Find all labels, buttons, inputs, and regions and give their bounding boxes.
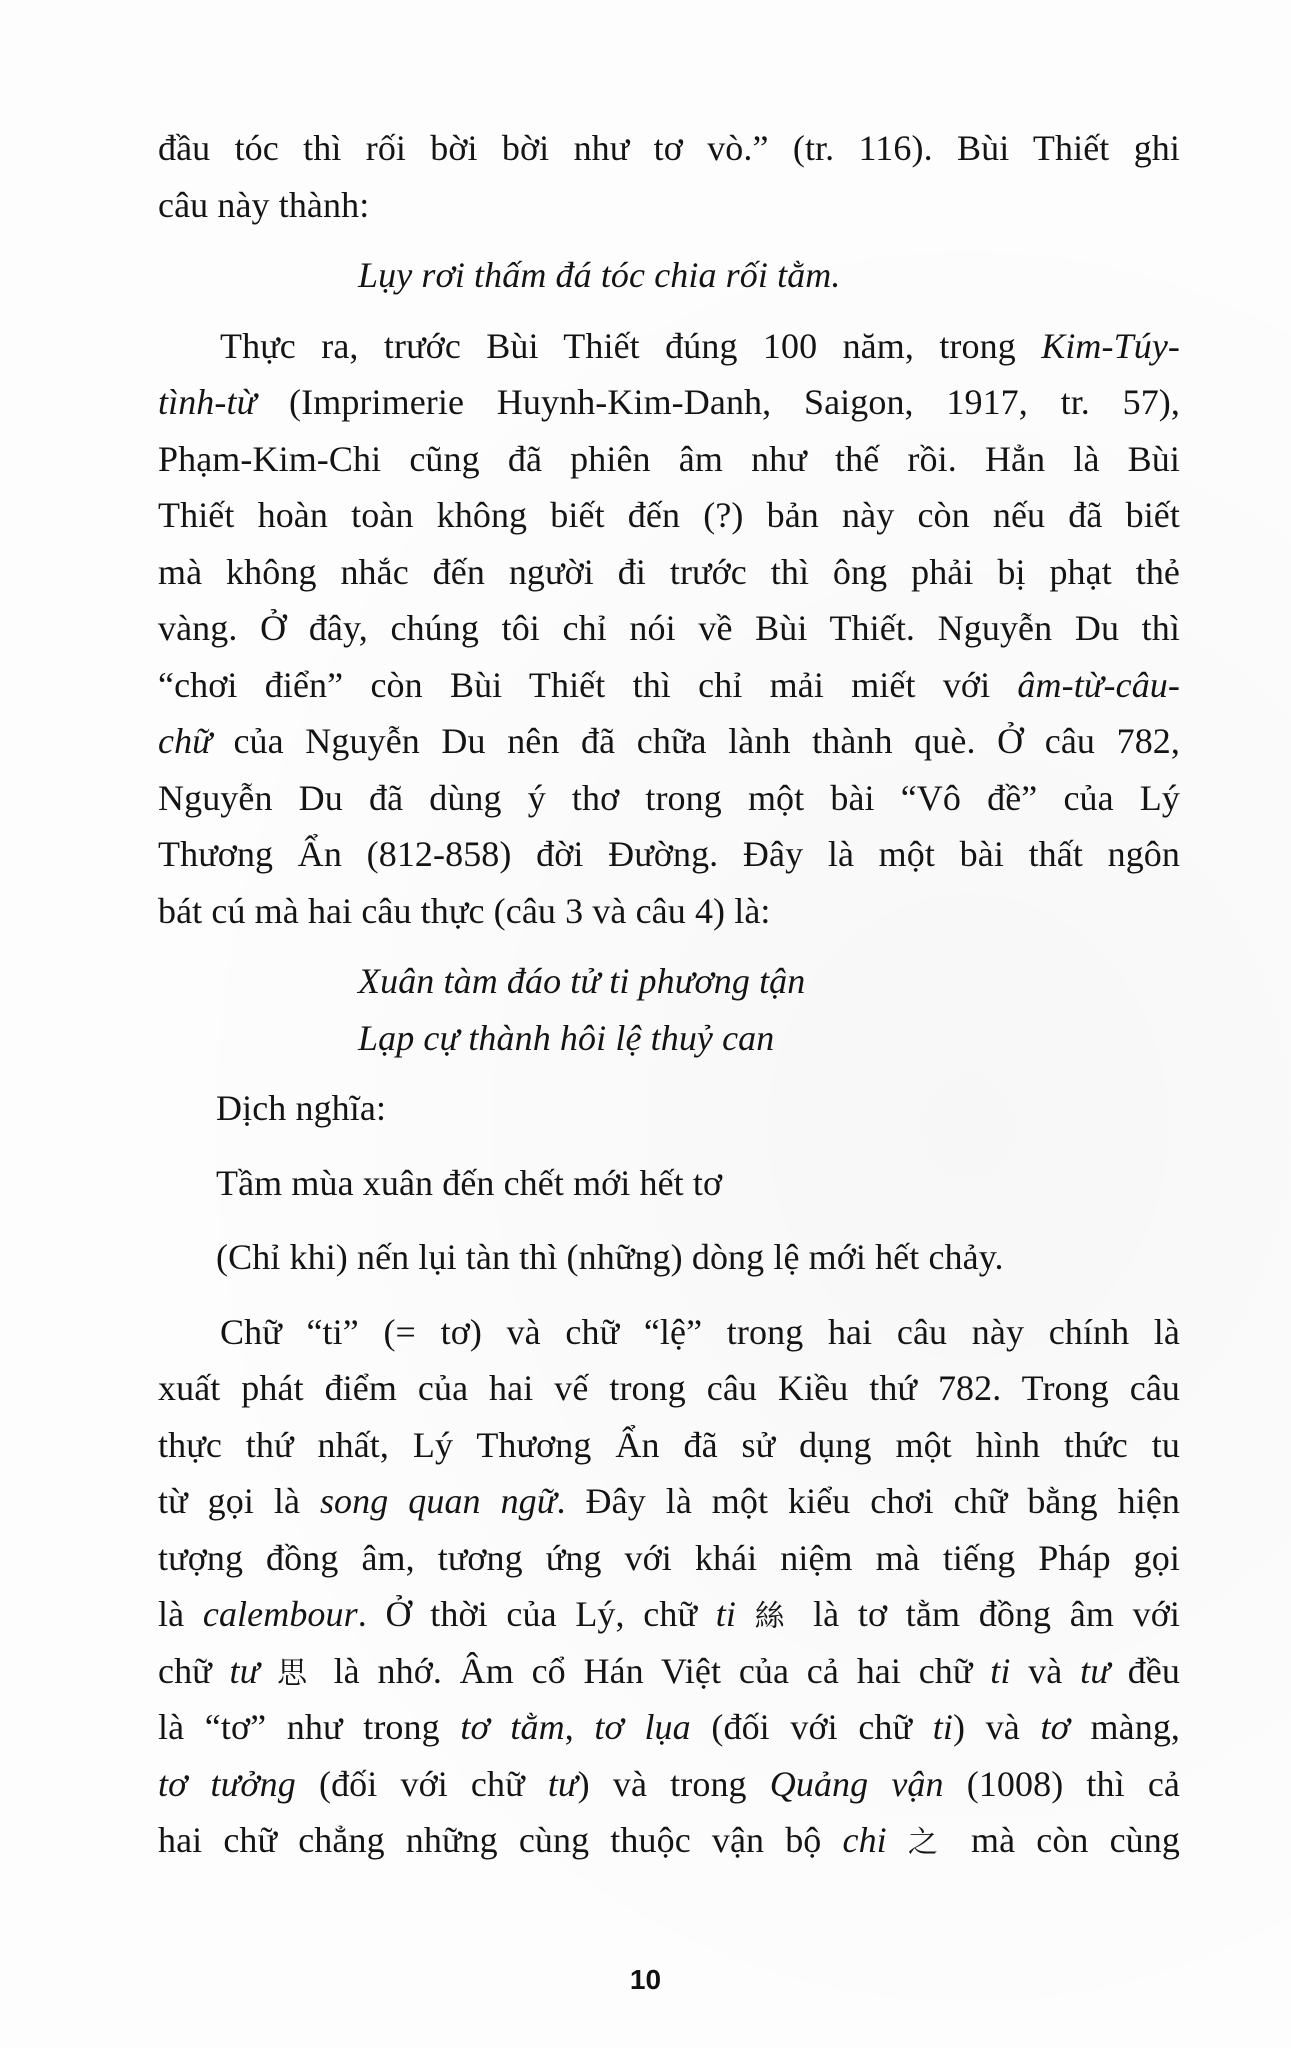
book-title: Quảng vận [769, 1763, 944, 1804]
text-run: . Ở thời của Lý, chữ [357, 1594, 716, 1634]
term: tư [229, 1650, 260, 1691]
chinese-character: 之 [907, 1825, 950, 1860]
text-line: Thương Ẩn (812-858) đời Đường. Đây là một bài thất ngôn [158, 834, 1180, 874]
emphasis: âm-từ-câu- [1017, 664, 1180, 705]
text-run: hai chữ chẳng những cùng thuộc vận bộ [158, 1820, 843, 1860]
term: tơ tằm [460, 1707, 565, 1747]
text-run: (1008) thì cả [943, 1763, 1180, 1804]
text-line [158, 1643, 1180, 1700]
text-line: Nguyễn Du đã dùng ý thơ trong một bài “Vô đề” của Lý [158, 777, 1180, 818]
text-run: ) và [952, 1707, 1041, 1747]
text-run: , [564, 1707, 595, 1747]
text-run: là [158, 1594, 203, 1634]
text-run: đều [1109, 1650, 1180, 1691]
translation-line-1: Tầm mùa xuân đến chết mới hết tơ [216, 1162, 723, 1203]
text-run: (đối với chữ [690, 1707, 933, 1747]
term: tư [1080, 1650, 1110, 1691]
text-line: bát cú mà hai câu thực (câu 3 và câu 4) là: [158, 890, 771, 931]
text-run: là “tơ” như trong [158, 1707, 461, 1747]
text-line: thực thứ nhất, Lý Thương Ẩn đã sử dụng một hình thức tu [158, 1424, 1180, 1465]
term: ti [715, 1594, 736, 1634]
chinese-character: 絲 [754, 1599, 795, 1634]
book-title: tình-từ [158, 382, 257, 422]
text-run: . Đây là một kiểu chơi chữ bằng hiện [556, 1481, 1181, 1521]
text-line: xuất phát điểm của hai vế trong câu Kiều thứ 782. Trong câu [158, 1368, 1180, 1408]
term: ti [990, 1650, 1011, 1691]
text-line [158, 713, 1180, 770]
term: chi [842, 1820, 887, 1860]
term: calembour [202, 1594, 358, 1634]
term: song quan ngữ [319, 1481, 557, 1521]
text-line [158, 1812, 1180, 1869]
paragraph-first-line: Chữ “ti” (= tơ) và chữ “lệ” trong hai câu này chính là [220, 1311, 1180, 1352]
emphasis: chữ [158, 721, 212, 761]
paragraph-first-line [158, 318, 1180, 375]
text-run: mà còn cùng [949, 1820, 1180, 1860]
term: tơ lụa [594, 1707, 691, 1747]
text-run: màng, [1069, 1707, 1181, 1747]
text-run: và [1010, 1650, 1081, 1691]
text-run: ) và trong [577, 1763, 770, 1804]
text-line: tượng đồng âm, tương ứng với khái niệm mà tiếng Pháp gọi [158, 1537, 1180, 1578]
text-line: vàng. Ở đây, chúng tôi chỉ nói về Bùi Thiết. Nguyễn Du thì [158, 608, 1180, 648]
text-run: là nhớ. Âm cổ Hán Việt của cả hai chữ [315, 1650, 991, 1691]
term: tơ tưởng [158, 1763, 296, 1804]
text-line [158, 1586, 1180, 1643]
text-run: của Nguyễn Du nên đã chữa lành thành què. Ở câu 782, [211, 721, 1180, 761]
term: ti [932, 1707, 953, 1747]
verse-line-2: Lạp cự thành hôi lệ thuỷ can [358, 1017, 775, 1058]
text-run: “chơi điển” còn Bùi Thiết thì chỉ mải miết với [158, 664, 1018, 705]
text-run: (Imprimerie Huynh-Kim-Danh, Saigon, 1917, tr. 57), [256, 382, 1180, 422]
text-line [158, 1756, 1180, 1813]
verse-line-1: Xuân tàm đáo tử ti phương tận [358, 961, 806, 1001]
text-run: chữ [158, 1650, 230, 1691]
text-line: Phạm-Kim-Chi cũng đã phiên âm như thế rồi. Hẳn là Bùi [158, 438, 1180, 479]
translation-label: Dịch nghĩa: [216, 1088, 387, 1128]
text-line: mà không nhắc đến người đi trước thì ông phải bị phạt thẻ [158, 551, 1180, 592]
text-line [158, 374, 1180, 431]
text-line: Thiết hoàn toàn không biết đến (?) bản này còn nếu đã biết [158, 495, 1180, 535]
text-line [158, 1699, 1180, 1756]
page-number: 10 [629, 1964, 662, 1995]
body-text [158, 120, 1180, 1869]
book-title: Kim-Túy- [1041, 325, 1180, 366]
translation-line-2: (Chỉ khi) nến lụi tàn thì (những) dòng lệ mới hết chảy. [216, 1237, 1004, 1277]
text-run: Thực ra, trước Bùi Thiết đúng 100 năm, trong [220, 325, 1042, 366]
text-line [158, 657, 1180, 714]
text-line: đầu tóc thì rối bời bời như tơ vò.” (tr. 116). Bùi Thiết ghi [158, 128, 1180, 168]
text-run: (đối với chữ [295, 1763, 548, 1804]
text-run: từ gọi là [158, 1481, 320, 1521]
text-line: câu này thành: [158, 184, 370, 225]
term: tư [547, 1763, 578, 1804]
quoted-verse: Lụy rơi thấm đá tóc chia rối tằm. [358, 255, 841, 295]
term: tơ [1040, 1707, 1070, 1747]
text-line [158, 1473, 1180, 1530]
chinese-character: 思 [277, 1655, 316, 1691]
text-run: là tơ tằm đồng âm với [794, 1594, 1181, 1634]
